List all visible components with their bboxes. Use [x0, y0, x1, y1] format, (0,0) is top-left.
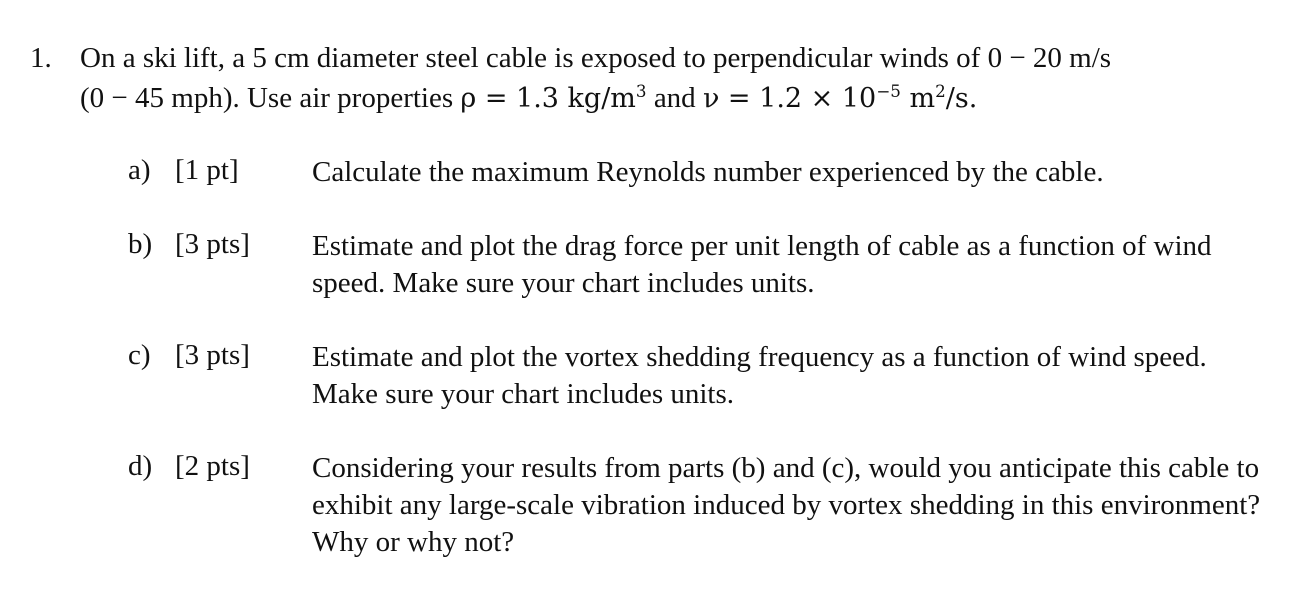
part-points: [2 pts] [175, 450, 250, 482]
part-text: Estimate and plot the drag force per unit length of cable as a function of wind speed. Make sure your chart includes units. [312, 230, 1212, 299]
viscosity-unit: m [900, 83, 936, 114]
conjunction: and [646, 82, 703, 114]
part-points: [3 pts] [175, 339, 250, 371]
viscosity-unit-tail: /s. [945, 83, 978, 114]
density-exponent: 3 [635, 81, 647, 101]
part-label: c) [128, 339, 151, 371]
part-label: a) [128, 154, 151, 186]
problem-statement-line-2 [80, 82, 977, 115]
density-expression [460, 83, 646, 114]
viscosity-unit-exponent: 2 [935, 81, 946, 101]
viscosity-exponent: −5 [876, 81, 901, 101]
part-label: d) [128, 450, 153, 482]
problem-statement-line-1: On a ski lift, a 5 cm diameter steel cable is exposed to perpendicular winds of 0 − 20 m/s [80, 42, 1112, 74]
part-points: [1 pt] [175, 154, 239, 186]
viscosity-expression [703, 83, 977, 114]
part-label: b) [128, 228, 153, 260]
statement-prefix: (0 − 45 mph). Use air properties [80, 82, 461, 114]
part-text: Considering your results from parts (b) and (c), would you anticipate this cable to exhibit any large-scale vibration induced by vortex shedding in this environment? Why or why not? [312, 452, 1261, 558]
viscosity-value: ν = 1.2 × 10 [702, 83, 877, 114]
part-text: Calculate the maximum Reynolds number experienced by the cable. [312, 156, 1104, 188]
part-points: [3 pts] [175, 228, 250, 260]
density-value: ρ = 1.3 kg/m [460, 83, 636, 114]
part-text: Estimate and plot the vortex shedding frequency as a function of wind speed. Make sure your chart includes units. [312, 341, 1207, 410]
problem-number: 1. [30, 42, 52, 74]
